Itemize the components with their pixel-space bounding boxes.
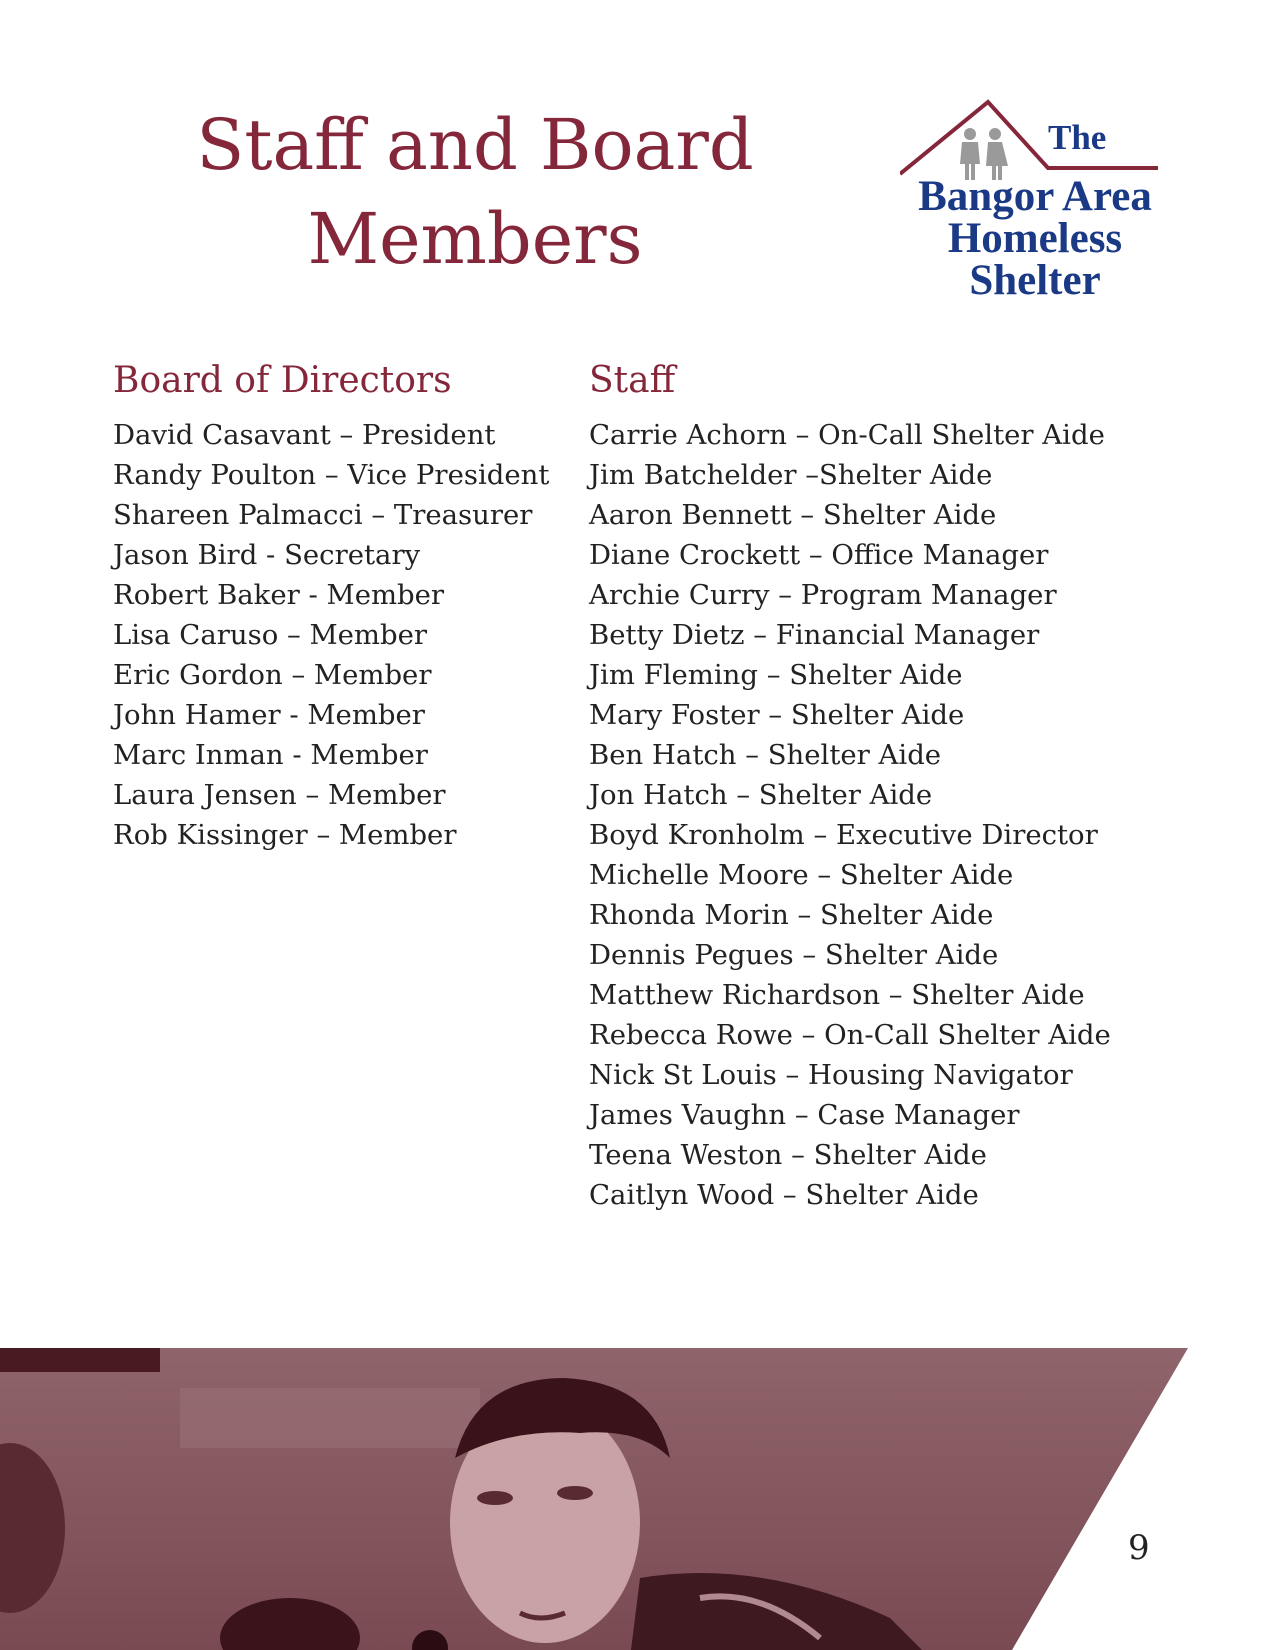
logo-line-3: Shelter: [969, 257, 1101, 304]
list-item: Diane Crockett – Office Manager: [589, 539, 1049, 571]
list-item: Betty Dietz – Financial Manager: [589, 619, 1040, 651]
list-item: Randy Poulton – Vice President: [113, 459, 550, 491]
list-item: Laura Jensen – Member: [113, 779, 446, 811]
list-item: Rebecca Rowe – On-Call Shelter Aide: [589, 1019, 1111, 1051]
list-item: Rhonda Morin – Shelter Aide: [589, 899, 994, 931]
list-item: Marc Inman - Member: [113, 739, 428, 771]
page-title-line-2: Members: [307, 198, 643, 280]
list-item: Jim Batchelder –Shelter Aide: [589, 459, 993, 491]
logo-name: [900, 173, 1170, 304]
list-item: Robert Baker - Member: [113, 579, 445, 611]
list-item: Ben Hatch – Shelter Aide: [589, 739, 942, 771]
logo-line-2: Homeless: [947, 215, 1123, 262]
list-item: John Hamer - Member: [113, 699, 425, 731]
page-title: [160, 98, 790, 286]
list-item: Jon Hatch – Shelter Aide: [589, 779, 933, 811]
staff-heading: Staff: [589, 360, 676, 401]
list-item: David Casavant – President: [113, 419, 496, 451]
list-item: Aaron Bennett – Shelter Aide: [589, 499, 997, 531]
list-item: Mary Foster – Shelter Aide: [589, 699, 965, 731]
photo-banner: [0, 1348, 1275, 1650]
list-item: Archie Curry – Program Manager: [589, 579, 1057, 611]
staff-list: [589, 415, 1111, 1215]
shelter-logo: [900, 96, 1185, 316]
list-item: Teena Weston – Shelter Aide: [589, 1139, 987, 1171]
list-item: Boyd Kronholm – Executive Director: [589, 819, 1098, 851]
list-item: Lisa Caruso – Member: [113, 619, 428, 651]
list-item: Nick St Louis – Housing Navigator: [589, 1059, 1073, 1091]
list-item: Matthew Richardson – Shelter Aide: [589, 979, 1085, 1011]
list-item: Shareen Palmacci – Treasurer: [113, 499, 533, 531]
page-number: 9: [1128, 1528, 1150, 1568]
list-item: Jim Fleming – Shelter Aide: [589, 659, 963, 691]
board-list: [113, 415, 549, 855]
list-item: Jason Bird - Secretary: [113, 539, 421, 571]
list-item: Carrie Achorn – On-Call Shelter Aide: [589, 419, 1105, 451]
list-item: Rob Kissinger – Member: [113, 819, 457, 851]
page-title-line-1: Staff and Board: [196, 104, 754, 186]
logo-line-1: Bangor Area: [918, 173, 1152, 220]
list-item: Caitlyn Wood – Shelter Aide: [589, 1179, 979, 1211]
board-heading: Board of Directors: [113, 360, 452, 401]
list-item: Michelle Moore – Shelter Aide: [589, 859, 1014, 891]
logo-the: The: [1048, 118, 1107, 157]
list-item: Dennis Pegues – Shelter Aide: [589, 939, 999, 971]
list-item: Eric Gordon – Member: [113, 659, 432, 691]
list-item: James Vaughn – Case Manager: [589, 1099, 1020, 1131]
